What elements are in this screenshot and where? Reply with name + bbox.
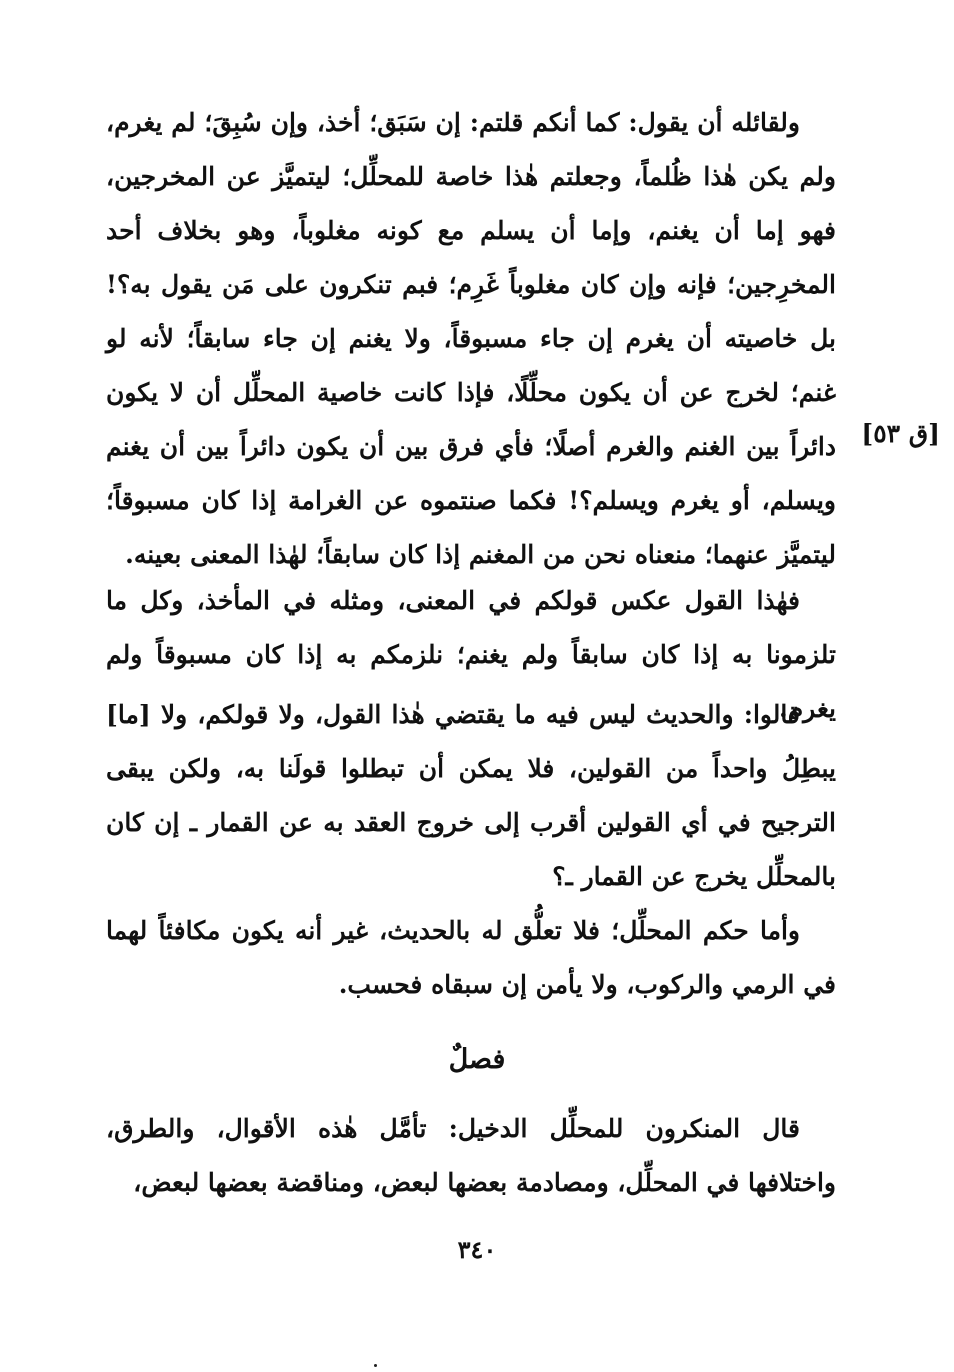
paragraph-3-text: قالوا: والحديث ليس فيه ما يقتضي هٰذا القول، ولا قولكم، ولا [ما] يبطِلُ واحداً من القولين، فلا يمكن أن تبطلوا قولَنا به، ولكن يبقى الترجيح في أي القولين أقرب إلى خروج العقد به عن القمار ـ إن كان بالمحلِّل يخرج عن القمار ـ؟	[106, 700, 836, 891]
paragraph-4	[106, 904, 836, 1012]
manuscript-folio-note: [ق ٥٣]	[861, 419, 940, 448]
paragraph-2-text: فهٰذا القول عكس قولكم في المعنى، ومثله في المأخذ، وكل ما تلزمونا به إذا كان سابقاً ولم يغنم؛ نلزمكم به إذا كان مسبوقاً ولم يغرم.	[106, 586, 836, 723]
page-number: ٣٤٠	[457, 1235, 497, 1264]
scan-speck	[374, 1364, 377, 1367]
section-heading: فصلٌ	[448, 1044, 506, 1075]
paragraph-1	[106, 96, 836, 582]
paragraph-5	[106, 1102, 836, 1210]
paragraph-4-text: وأما حكم المحلِّل؛ فلا تعلُّق له بالحديث، غير أنه يكون مكافئاً لهما في الرمي والركوب، ولا يأمن إن سبقاه فحسب.	[106, 916, 836, 999]
paragraph-5-text: قال المنكرون للمحلِّل الدخيل: تأمَّل هٰذه الأقوال، والطرق، واختلافها في المحلِّل، ومصادمة بعضها لبعض، ومناقضة بعضها لبعض،	[106, 1114, 836, 1197]
paragraph-1-text: ولقائله أن يقول: كما أنكم قلتم: إن سَبَق؛ أخذ، وإن سُبِقَ؛ لم يغرم، ولم يكن هٰذا ظُلماً، وجعلتم هٰذا خاصة للمحلِّل؛ ليتميَّز عن المخرجين، فهو إما أن يغنم، وإما أن يسلم مع كونه مغلوباً، وهو بخلاف أحد المخرِجين؛ فإنه وإن كان مغلوباً غَرِم؛ فبم تنكرون على مَن يقول به؟! بل خاصيته أن يغرم إن جاء مسبوقاً، ولا يغنم إن جاء سابقاً؛ لأنه لو غنم؛ لخرج عن أن يكون محلِّلًا، فإذا كانت خاصية المحلِّل أن لا يكون دائراً بين الغنم والغرم أصلًا؛ فأي فرق بين أن يكون دائراً بين أن يغنم ويسلم، أو يغرم ويسلم؟! فكما صنتموه عن الغرامة إذا كان مسبوقاً؛ ليتميَّز عنهما؛ منعناه نحن من المغنم إذا كان سابقاً؛ لهٰذا المعنى بعينه.	[106, 108, 836, 569]
paragraph-3	[106, 688, 836, 904]
